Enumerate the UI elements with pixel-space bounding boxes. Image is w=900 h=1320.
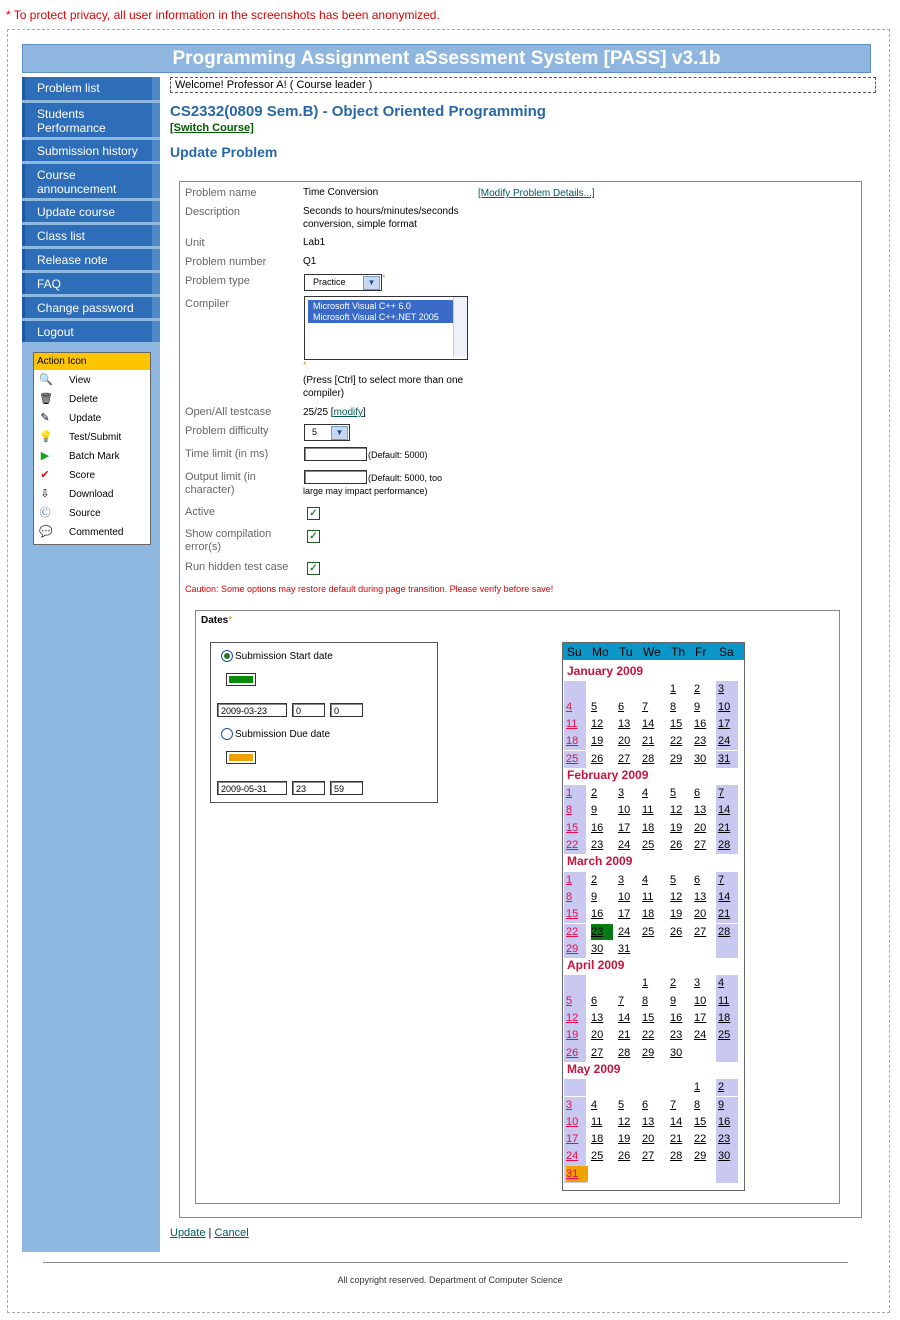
calendar-day[interactable]: 12: [618, 1115, 631, 1128]
calendar-day[interactable]: 19: [591, 735, 604, 748]
view-icon: 🔍: [39, 374, 53, 386]
legend-row: Ⓒ Source: [39, 507, 101, 519]
play-icon: ▶: [40, 450, 50, 462]
unit-value: Lab1: [303, 237, 326, 248]
calendar-day[interactable]: 13: [618, 717, 631, 730]
calendar-day[interactable]: 24: [718, 735, 731, 748]
calendar-day[interactable]: 16: [718, 1115, 731, 1128]
comment-icon: 💬: [39, 526, 53, 538]
calendar-day[interactable]: 19: [670, 908, 683, 921]
calendar-day[interactable]: 9: [670, 994, 677, 1007]
calendar-day[interactable]: 29: [642, 1046, 655, 1059]
sidebar-item-release-note[interactable]: Release note: [22, 249, 160, 270]
calendar-day[interactable]: 10: [718, 700, 731, 713]
calendar-day[interactable]: 4: [642, 873, 649, 886]
legend-title: Action Icon: [34, 353, 150, 370]
modify-details-link[interactable]: [Modify Problem Details...]: [478, 188, 595, 199]
output-limit-label: Output limit (in character): [185, 471, 256, 496]
calendar-day[interactable]: 6: [591, 994, 598, 1007]
calendar-day[interactable]: 30: [718, 1150, 731, 1163]
calendar-day[interactable]: 27: [591, 1046, 604, 1059]
calendar-day[interactable]: 18: [642, 821, 655, 834]
calendar-day[interactable]: 29: [566, 942, 579, 955]
weekday-label: Su: [567, 645, 582, 659]
calendar-day[interactable]: 11: [642, 804, 654, 817]
legend-row: ✎ Update: [40, 412, 102, 424]
description-value: Seconds to hours/minutes/seconds conversion, simple format: [303, 206, 459, 230]
calendar-day[interactable]: 31: [618, 942, 631, 955]
calendar-day[interactable]: 14: [718, 804, 731, 817]
due-date-radio[interactable]: [221, 728, 233, 740]
calendar-day[interactable]: 20: [694, 908, 707, 921]
description-label: Description: [185, 206, 241, 218]
calendar-day[interactable]: 30: [591, 942, 604, 955]
weekend-column-shade: [716, 1166, 738, 1183]
calendar-day[interactable]: 5: [670, 787, 677, 800]
due-color-swatch: [226, 751, 256, 764]
calendar-day[interactable]: 5: [670, 873, 677, 886]
calendar-day[interactable]: 9: [694, 700, 701, 713]
switch-course-link[interactable]: [Switch Course]: [170, 122, 254, 134]
calendar-day[interactable]: 11: [591, 1115, 603, 1128]
calendar-day[interactable]: 23: [670, 1029, 683, 1042]
calendar-day[interactable]: 23: [718, 1133, 731, 1146]
weekday-label: We: [643, 645, 661, 659]
legend-row: 💡 Test/Submit: [39, 431, 122, 443]
start-date-label: Submission Start date: [235, 651, 333, 662]
calendar-day[interactable]: 14: [670, 1115, 683, 1128]
calendar-day[interactable]: 18: [642, 908, 655, 921]
calendar-month-title: April 2009: [567, 958, 625, 973]
dates-title: Dates*: [201, 615, 233, 626]
calendar-day[interactable]: 15: [694, 1115, 707, 1128]
calendar-day[interactable]: 2: [591, 873, 598, 886]
output-limit-default: (Default: 5000, too large may impact performance): [303, 473, 443, 496]
calendar-day[interactable]: 6: [618, 700, 625, 713]
calendar-day[interactable]: 23: [591, 924, 613, 940]
sidebar-item-submission-history[interactable]: Submission history: [22, 140, 160, 161]
show-compilation-label: Show compilation error(s): [185, 528, 272, 553]
calendar-day[interactable]: 28: [642, 752, 655, 765]
bulb-icon: 💡: [39, 431, 53, 443]
legend-row: 💬 Commented: [39, 526, 124, 538]
calendar-day[interactable]: 1: [670, 683, 677, 696]
calendar-day[interactable]: 18: [566, 735, 579, 748]
calendar-day[interactable]: 10: [618, 804, 631, 817]
page-title: Update Problem: [170, 144, 278, 160]
calendar-day[interactable]: 16: [591, 821, 604, 834]
calendar-day[interactable]: 27: [618, 752, 631, 765]
calendar-day[interactable]: 3: [694, 977, 701, 990]
calendar-day[interactable]: 18: [718, 1012, 731, 1024]
app-title: Programming Assignment aSsessment System [PASS] v3.1b: [22, 44, 871, 73]
sidebar-item-course-announcement[interactable]: Course announcement: [22, 164, 160, 198]
calendar-day[interactable]: 25: [642, 925, 655, 938]
calendar-day[interactable]: 22: [694, 1133, 707, 1146]
legend-row: ▶ Batch Mark: [40, 450, 120, 462]
calendar-day[interactable]: 22: [670, 735, 683, 748]
weekday-label: Fr: [695, 645, 707, 659]
calendar-day[interactable]: 16: [670, 1012, 683, 1024]
calendar-day[interactable]: 7: [718, 873, 725, 886]
calendar-day[interactable]: 9: [591, 890, 598, 903]
form-actions: Update | Cancel: [170, 1227, 249, 1239]
calendar-day[interactable]: 25: [591, 1150, 604, 1163]
calendar-day[interactable]: 7: [618, 994, 625, 1007]
legend-row: ✔ Score: [40, 469, 96, 481]
difficulty-label: Problem difficulty: [185, 425, 269, 437]
calendar-day[interactable]: 2: [591, 787, 598, 800]
testcase-label: Open/All testcase: [185, 406, 272, 418]
required-marker: *: [303, 360, 307, 370]
update-link[interactable]: Update: [170, 1227, 206, 1239]
problem-name-value: Time Conversion: [303, 187, 379, 198]
calendar-day[interactable]: 10: [566, 1115, 579, 1128]
calendar-day[interactable]: 15: [566, 821, 579, 834]
edit-icon: ✎: [40, 412, 50, 424]
calendar-day[interactable]: 17: [718, 717, 731, 730]
calendar-day[interactable]: 8: [694, 1098, 701, 1111]
calendar-day[interactable]: 3: [718, 683, 725, 696]
calendar-day[interactable]: 31: [718, 752, 731, 765]
start-hour-input[interactable]: 0: [292, 703, 325, 717]
calendar-day[interactable]: 9: [718, 1098, 725, 1111]
sidebar-item-change-password[interactable]: Change password: [22, 297, 160, 318]
calendar-day[interactable]: 21: [670, 1133, 683, 1146]
calendar-day[interactable]: 18: [591, 1133, 604, 1146]
calendar-day[interactable]: 22: [566, 925, 579, 938]
privacy-notice: * To protect privacy, all user information in the screenshots has been anonymized.: [6, 8, 440, 22]
cancel-link[interactable]: Cancel: [214, 1227, 249, 1239]
calendar-day[interactable]: 3: [566, 1098, 573, 1111]
calendar-day[interactable]: 27: [694, 839, 707, 851]
due-date-label: Submission Due date: [235, 729, 331, 740]
calendar-day[interactable]: 14: [718, 890, 731, 903]
source-icon: Ⓒ: [39, 507, 51, 519]
calendar-day[interactable]: 17: [618, 908, 631, 921]
start-date-input[interactable]: 2009-03-23: [217, 703, 287, 717]
calendar-day[interactable]: 8: [566, 804, 573, 817]
modify-testcase-link[interactable]: modify: [333, 407, 364, 418]
calendar-day[interactable]: 11: [642, 890, 654, 903]
calendar-day[interactable]: 14: [618, 1012, 631, 1024]
calendar-day[interactable]: 11: [566, 717, 578, 730]
weekend-column-shade: [564, 681, 586, 698]
calendar-day[interactable]: 25: [718, 1029, 731, 1042]
calendar-day[interactable]: 29: [694, 1150, 707, 1163]
time-limit-label: Time limit (in ms): [185, 448, 269, 460]
problem-type-label: Problem type: [185, 275, 250, 287]
calendar-day[interactable]: 19: [618, 1133, 631, 1146]
calendar-day[interactable]: 15: [670, 717, 683, 730]
calendar-day[interactable]: 5: [566, 994, 573, 1007]
calendar-day[interactable]: 23: [591, 839, 604, 851]
run-hidden-label: Run hidden test case: [185, 561, 289, 573]
weekend-column-shade: [564, 1079, 586, 1096]
calendar-day[interactable]: 2: [718, 1081, 725, 1094]
calendar-day[interactable]: 10: [694, 994, 707, 1007]
weekday-label: Th: [671, 645, 686, 659]
calendar-day[interactable]: 13: [591, 1012, 604, 1024]
calendar-day[interactable]: 26: [566, 1046, 579, 1059]
weekday-label: Sa: [719, 645, 734, 659]
calendar-day[interactable]: 5: [591, 700, 598, 713]
calendar-day[interactable]: 20: [694, 821, 707, 834]
problem-type-select[interactable]: Practice ▼: [304, 274, 382, 291]
calendar-day[interactable]: 30: [670, 1046, 683, 1059]
unit-label: Unit: [185, 237, 205, 249]
calendar-day[interactable]: 16: [694, 717, 707, 730]
calendar-month-title: February 2009: [567, 767, 649, 782]
calendar-day[interactable]: 14: [642, 717, 655, 730]
calendar-day[interactable]: 7: [642, 700, 649, 713]
calendar-day[interactable]: 6: [642, 1098, 649, 1111]
show-compilation-checkbox[interactable]: ✓: [307, 530, 320, 543]
calendar-day[interactable]: 21: [718, 908, 731, 921]
calendar-day[interactable]: 28: [670, 1150, 683, 1163]
calendar-day[interactable]: 26: [618, 1150, 631, 1163]
calendar-month-title: May 2009: [567, 1061, 621, 1076]
active-label: Active: [185, 506, 215, 518]
calendar-day[interactable]: 12: [670, 890, 683, 903]
weekday-label: Mo: [592, 645, 609, 659]
calendar-day[interactable]: 9: [591, 804, 598, 817]
calendar-day[interactable]: 24: [618, 839, 631, 851]
weekend-column-shade: [716, 1045, 738, 1062]
calendar-day[interactable]: 6: [694, 873, 701, 886]
calendar-day[interactable]: 11: [718, 994, 730, 1007]
calendar-day[interactable]: 20: [618, 735, 631, 748]
testcase-value: 25/25 [modify]: [303, 407, 366, 418]
calendar-day[interactable]: 26: [670, 839, 683, 851]
calendar-day[interactable]: 30: [694, 752, 707, 765]
run-hidden-checkbox[interactable]: ✓: [307, 562, 320, 575]
compiler-option[interactable]: Microsoft Visual C++ 6.0: [313, 301, 411, 311]
calendar-day[interactable]: 4: [566, 700, 573, 713]
calendar-day[interactable]: 25: [566, 752, 579, 765]
compiler-hint: (Press [Ctrl] to select more than one compiler): [303, 375, 464, 399]
calendar-day[interactable]: 27: [642, 1150, 655, 1163]
calendar-day[interactable]: 6: [694, 787, 701, 800]
calendar-day[interactable]: 7: [718, 787, 725, 800]
due-hour-input[interactable]: 23: [292, 781, 325, 795]
calendar-day[interactable]: 4: [642, 787, 649, 800]
due-minute-input[interactable]: 59: [330, 781, 363, 795]
required-marker: *: [382, 273, 386, 283]
calendar-day[interactable]: 13: [694, 804, 707, 817]
chevron-down-icon: ▼: [331, 426, 348, 440]
calendar-day[interactable]: 12: [670, 804, 683, 817]
problem-number-label: Problem number: [185, 256, 267, 268]
calendar-day[interactable]: 17: [566, 1133, 579, 1146]
calendar-day[interactable]: 5: [618, 1098, 625, 1111]
legend-row: 🔍 View: [39, 374, 91, 386]
calendar-day[interactable]: 2: [694, 683, 701, 696]
calendar-weekday-header: [563, 643, 744, 660]
sidebar-item-faq[interactable]: FAQ: [22, 273, 160, 294]
chevron-down-icon: ▼: [363, 276, 380, 290]
time-limit-default: (Default: 5000): [368, 450, 428, 460]
legend-row: ⇩ Download: [40, 488, 114, 500]
compiler-listbox[interactable]: [304, 296, 468, 360]
caution-message: Caution: Some options may restore default during page transition. Please verify before save!: [185, 584, 554, 594]
calendar-day[interactable]: 12: [566, 1012, 579, 1024]
calendar-day[interactable]: 25: [642, 839, 655, 851]
calendar-month-title: January 2009: [567, 664, 644, 678]
action-icon-legend: [33, 352, 151, 545]
calendar-day[interactable]: 8: [566, 890, 573, 903]
sidebar-item-problem-list[interactable]: Problem list: [22, 77, 160, 100]
calendar-day[interactable]: 7: [670, 1098, 677, 1111]
sidebar: [22, 77, 160, 1252]
footer-copyright: All copyright reserved. Department of Computer Science: [337, 1275, 563, 1285]
calendar-day[interactable]: 28: [718, 839, 731, 851]
calendar-day[interactable]: 8: [670, 700, 677, 713]
course-title: CS2332(0809 Sem.B) - Object Oriented Programming: [170, 103, 546, 120]
calendar-day[interactable]: 26: [591, 752, 604, 765]
calendar-day[interactable]: 27: [694, 925, 707, 938]
calendar-day[interactable]: 29: [670, 752, 683, 765]
due-date-input[interactable]: 2009-05-31: [217, 781, 287, 795]
welcome-banner: Welcome! Professor A! ( Course leader ): [170, 77, 876, 93]
calendar-day[interactable]: 2: [670, 977, 677, 990]
calendar-day[interactable]: 3: [618, 873, 625, 886]
calendar: [562, 642, 745, 1191]
sidebar-item-class-list[interactable]: Class list: [22, 225, 160, 246]
sidebar-item-logout[interactable]: Logout: [22, 321, 160, 342]
calendar-day[interactable]: 1: [642, 977, 649, 990]
calendar-day[interactable]: 12: [591, 717, 604, 730]
start-date-radio[interactable]: [221, 650, 233, 662]
time-limit-input[interactable]: [304, 447, 367, 461]
calendar-day[interactable]: 4: [718, 977, 725, 990]
calendar-day[interactable]: 4: [591, 1098, 598, 1111]
date-settings-box: [210, 642, 438, 803]
calendar-day[interactable]: 19: [670, 821, 683, 834]
calendar-day[interactable]: 21: [718, 821, 731, 834]
calendar-day[interactable]: 10: [618, 890, 631, 903]
start-color-swatch: [226, 673, 256, 686]
calendar-day[interactable]: 31: [566, 1166, 588, 1182]
calendar-day[interactable]: 13: [694, 890, 707, 903]
calendar-day[interactable]: 16: [591, 908, 604, 921]
calendar-day[interactable]: 21: [642, 735, 655, 748]
problem-number-value: Q1: [303, 256, 317, 267]
calendar-day[interactable]: 28: [618, 1046, 631, 1059]
compiler-label: Compiler: [185, 298, 230, 310]
calendar-month-title: March 2009: [567, 854, 633, 869]
calendar-day[interactable]: 20: [591, 1029, 604, 1042]
legend-row: 🗑 Delete: [39, 393, 98, 405]
sidebar-item-students-performance[interactable]: Students Performance: [22, 103, 160, 137]
calendar-day[interactable]: 24: [618, 925, 631, 938]
sidebar-item-update-course[interactable]: Update course: [22, 201, 160, 222]
calendar-day[interactable]: 13: [642, 1115, 655, 1128]
calendar-day[interactable]: 15: [566, 908, 579, 921]
problem-name-label: Problem name: [185, 187, 257, 199]
calendar-day[interactable]: 3: [618, 787, 625, 800]
calendar-day[interactable]: 8: [642, 994, 649, 1007]
calendar-day[interactable]: 24: [566, 1150, 579, 1163]
calendar-day[interactable]: 15: [642, 1012, 655, 1024]
calendar-day[interactable]: 19: [566, 1029, 579, 1042]
scrollbar[interactable]: [453, 297, 467, 357]
calendar-day[interactable]: 20: [642, 1133, 655, 1146]
check-icon: ✔: [40, 469, 50, 481]
footer-divider: [43, 1262, 848, 1263]
weekday-label: Tu: [619, 645, 633, 659]
trash-icon: 🗑: [39, 393, 53, 405]
weekend-column-shade: [564, 975, 586, 992]
calendar-day[interactable]: 28: [718, 925, 731, 938]
calendar-day[interactable]: 26: [670, 925, 683, 938]
weekend-column-shade: [716, 941, 738, 958]
calendar-day[interactable]: 1: [694, 1081, 701, 1094]
active-checkbox[interactable]: ✓: [307, 507, 320, 520]
start-minute-input[interactable]: 0: [330, 703, 363, 717]
calendar-day[interactable]: 17: [618, 821, 631, 834]
calendar-day[interactable]: 1: [566, 787, 573, 800]
calendar-day[interactable]: 17: [694, 1012, 707, 1024]
calendar-day[interactable]: 1: [566, 873, 573, 886]
download-icon: ⇩: [40, 488, 50, 500]
calendar-day[interactable]: 23: [694, 735, 707, 748]
calendar-day[interactable]: 21: [618, 1029, 631, 1042]
calendar-day[interactable]: 24: [694, 1029, 707, 1042]
calendar-day[interactable]: 22: [642, 1029, 655, 1042]
compiler-option[interactable]: Microsoft Visual C++.NET 2005: [313, 312, 439, 322]
calendar-day[interactable]: 22: [566, 839, 579, 851]
difficulty-select[interactable]: 5 ▼: [304, 424, 350, 441]
